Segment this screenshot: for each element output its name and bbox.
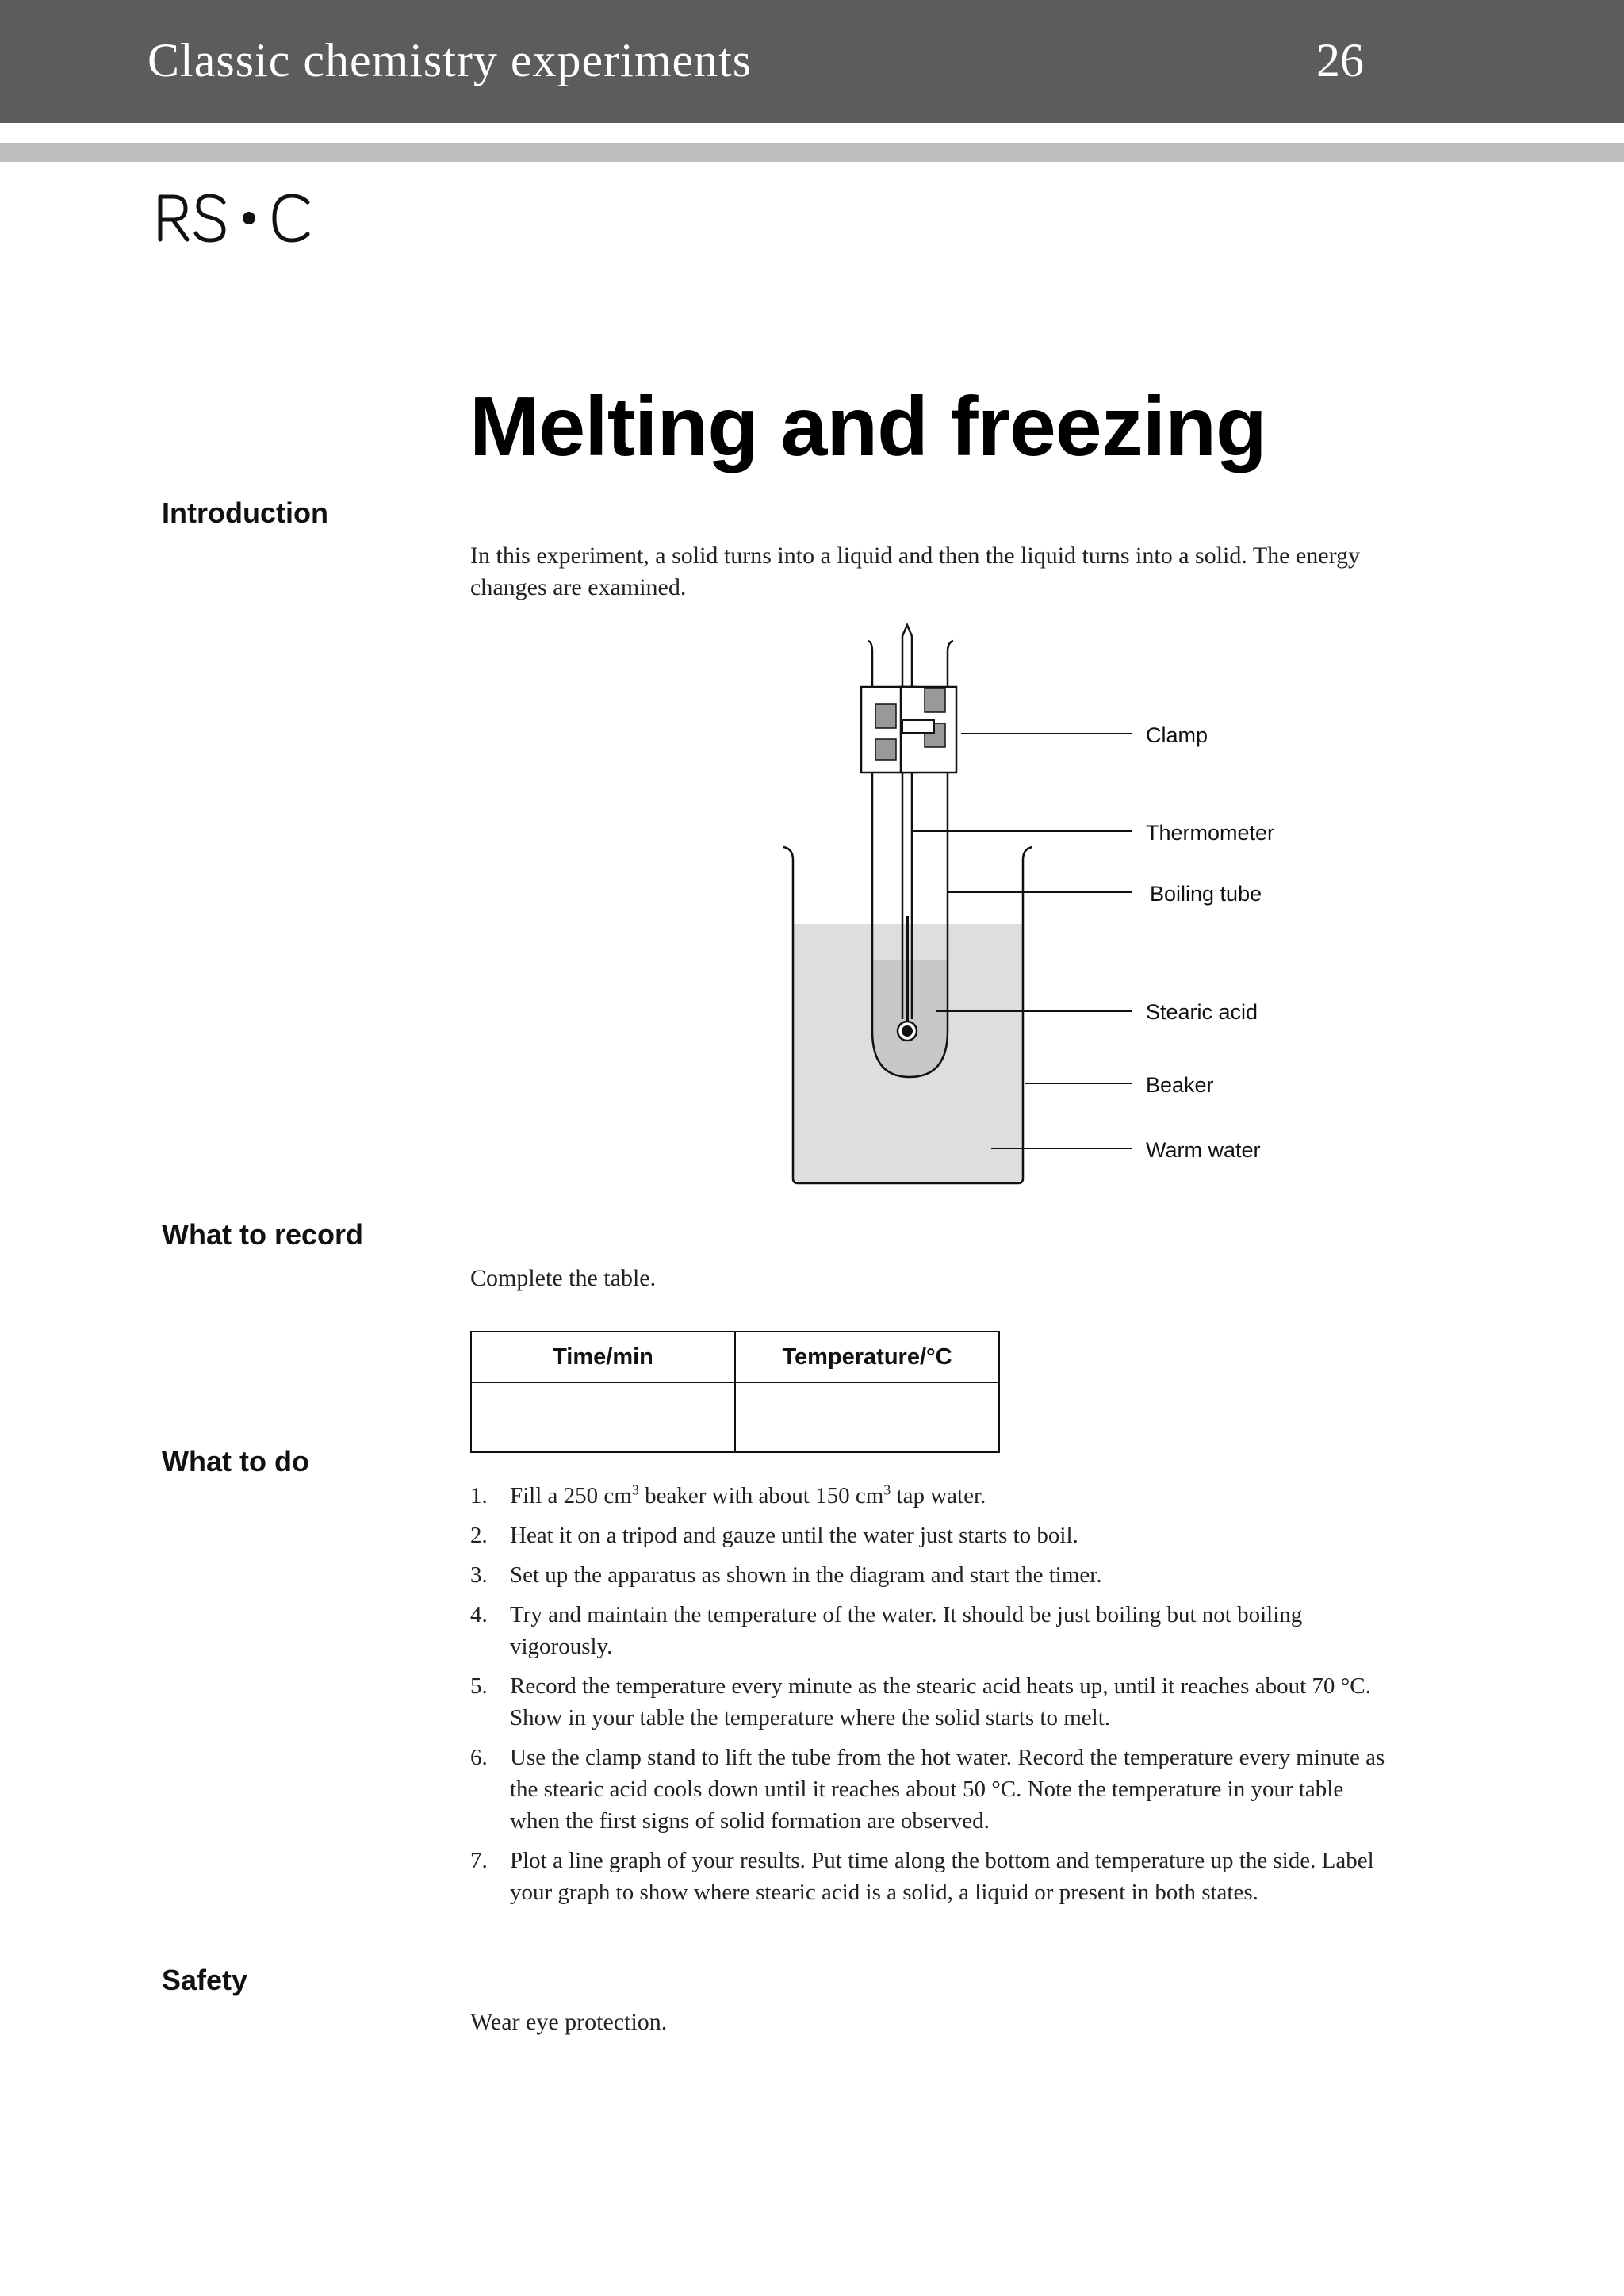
what-to-record-heading: What to record [162,1218,364,1251]
label-stearic-acid: Stearic acid [1146,1000,1258,1024]
safety-text: Wear eye protection. [470,2009,668,2035]
step-text: Plot a line graph of your results. Put time along the bottom and temperature up the side. Label your graph to show where stearic acid is a solid, a liquid or present in both states. [510,1848,1374,1905]
superscript: 3 [631,1481,639,1498]
table-header-row [471,1332,999,1382]
list-item [470,1742,1398,1837]
list-item [470,1845,1398,1908]
page-title: Melting and freezing [469,380,1266,473]
introduction-text: In this experiment, a solid turns into a liquid and then the liquid turns into a solid. The energy changes are examined. [470,542,1361,600]
table-cell-time [471,1382,735,1452]
label-warm-water: Warm water [1146,1138,1261,1162]
step-number: 6. [470,1745,488,1770]
header-stripe [0,143,1624,162]
list-item [470,1599,1398,1662]
clamp-shape [861,687,956,772]
step-number: 4. [470,1602,488,1627]
steps-list [470,1480,1398,1916]
table-cell-temperature [735,1382,999,1452]
table-row [471,1382,999,1452]
rsc-logo [157,192,316,247]
thermometer-bulb-core [902,1025,913,1037]
step-number: 7. [470,1848,488,1873]
label-beaker: Beaker [1146,1073,1214,1097]
thermometer-top [902,625,912,636]
list-item [470,1670,1398,1734]
step-text: Record the temperature every minute as the stearic acid heats up, until it reaches about 70 °C. Show in your table the temperature where the solid starts to melt. [510,1673,1371,1731]
step-text: Heat it on a tripod and gauze until the water just starts to boil. [510,1523,1078,1548]
page-number: 26 [1316,34,1364,86]
label-clamp: Clamp [1146,723,1208,747]
step-text: Try and maintain the temperature of the water. It should be just boiling but not boiling vigorously. [510,1602,1303,1659]
label-boiling-tube: Boiling tube [1150,882,1262,906]
step-text: Use the clamp stand to lift the tube from the hot water. Record the temperature every minute as the stearic acid cools down until it reaches about 50 °C. Note the temperature in your table when the first signs of solid formation are observed. [510,1745,1385,1834]
list-item [470,1520,1398,1551]
superscript: 3 [883,1481,891,1498]
header-bar [0,0,1624,123]
column-header-temperature: Temperature/°C [735,1332,999,1382]
step-number: 3. [470,1562,488,1588]
step-number: 1. [470,1483,488,1508]
label-thermometer: Thermometer [1146,821,1275,845]
introduction-heading: Introduction [162,496,328,529]
column-header-time: Time/min [471,1332,735,1382]
step-text: Fill a 250 $cm^3$ beaker with about 150 $cm^3$ tap water. [510,1481,986,1508]
step-number: 2. [470,1523,488,1548]
what-to-do-heading: What to do [162,1445,309,1478]
results-table [470,1331,1000,1453]
stearic-acid-fill [872,960,948,1077]
list-item [470,1559,1398,1591]
safety-heading: Safety [162,1964,248,1996]
apparatus-diagram [745,619,1348,1190]
header-title: Classic chemistry experiments [147,34,753,86]
list-item [470,1480,1398,1512]
step-number: 5. [470,1673,488,1699]
step-text: Set up the apparatus as shown in the diagram and start the timer. [510,1562,1102,1588]
what-to-record-text: Complete the table. [470,1265,657,1291]
